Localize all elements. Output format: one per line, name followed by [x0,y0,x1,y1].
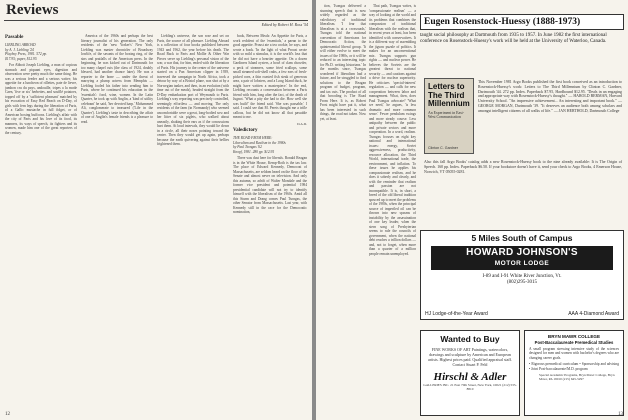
section-title: Reviews [6,2,59,18]
book-title: THE ROAD FROM HERE: [233,136,273,140]
review-body: There was dust here for liberals. Ronald Reagan is in the White House, Kemp-Roth is the tax law. The place of Edward Kennedy, Democrat of Massachusetts, are seldom heard on the floor of the Senate and almost never on television. And only this autumn, so adrift of Walter Mondale and the former vice president and potential 1984 presidential candidate will not try to identify himself with the liberalism of the 1960s. Amid all this Sturm and Drang comes Paul Tsongas, the other Senator from Massachusetts. Last year, with Kennedy still in the race for the Democratic nomination, [233,156,307,214]
ad-howard-johnsons [420,230,624,320]
review-signature: D.A.D. [297,121,307,126]
hirschl-adler-logo: Hirschl & Adler [433,371,507,383]
ad-order-info: Also this fall Argo Books' catalog adds a new Rosenstock-Huessy book to the nine already available: It is The Origin of Speech. 160 pp. Index. Paperback $6.50. If your bookstore doesn't have it, send your check to Argo Books, 4 Emerson House, Norwich, VT 05055-0281. [424,160,622,174]
edited-by: Edited by Robert H. Ross '54 [261,22,308,27]
ad-title: Eugen Rosenstock-Huessy (1888-1973) [420,14,624,30]
ad-bryn-mawr [524,330,624,416]
ad-contact: Special Academic Programs, Bryn Mawr College, Bryn Mawr, PA 19010 (215) 645-5297 [539,373,615,382]
book-author: by Paul Tsongas '62 [233,145,262,149]
book-cover-author: Clinton C. Gardner [428,146,458,150]
ad-bullets: • Rigorous premedical curriculum • Sponsorship and advising • Joint Post-baccalaureate/M.D. program [529,362,619,371]
review-column-1 [5,34,77,410]
review-body: For Abbott Joseph Liebling, a man of copious stomach and piquant eyes, digestion and observation were pretty much the same thing. He was a serious feeder and a serious writer; his appetite for a luncheon of rillettes, pate de lievre, jambon cru du pays, andouille, tripes a la mode Caen, 'five or six' herbettes, and soufflé potatoes, topped off by a 'sufficient pheasant' matched by his evocation of Easy Red Beach on D-Day, of girls with fern legs during the liberation of Paris, of a Gallic mustache in full fidget, or of American boxing buffoons. Liebling's affair with the city of Paris and his love of its food, its manners, its ways of speech, its fighters and its women, made him one of the great reporters of the century. [5,63,77,135]
howard-johnsons-logo [431,246,613,270]
gallery-address: GALLERIES INC. 21 East 70th Street, New York, 10021 (212) 535-8810 [423,383,517,391]
book-subtitle: Liberalism and Realism in the 1980s [233,140,286,145]
ad-address: I-89 and I-91 White River Junction, Vt. [482,274,562,279]
page-number: 13 [618,412,623,417]
ad-body: FINE WORKS OF ART Paintings, watercolors, drawings and sculpture by American and European artists. Highest prices paid. Qualified appraisal staff. Contact Stuart P. Feld [427,347,512,367]
left-page [0,0,312,420]
logo-line-2: MOTOR LODGE [494,260,550,267]
book-cover-subtitle: An Experiment in East-West Communication [428,110,464,119]
logo-line-1: HOWARD JOHNSON'S [466,247,578,258]
ad-wanted-to-buy [420,330,520,416]
review-column-5 [320,4,366,414]
review-heading-passable: Passable [5,35,24,40]
book-title: LIEBLING ABROAD [5,43,36,47]
review-column-3 [157,34,229,410]
book-cover-image [424,78,474,154]
ad-rosenstock-huessy [420,14,624,220]
book-publisher: Knopf, 1981. 280 pp. $12.95 [233,149,275,154]
book-author: by A. J. Liebling '24 [5,47,34,52]
book-cover-title: Letters to The Third Millennium [428,82,470,108]
award-right: AAA 4-Diamond Award [568,311,619,317]
ad-awards [425,311,619,317]
review-heading-valedictory: Valedictory [233,128,258,133]
review-column-6 [369,4,416,414]
ad-title: Wanted to Buy [440,334,500,344]
ad-body: A small program stressing intensive study of the sciences designed for men and women with bachelor's degrees who are changing career goals. [529,347,619,360]
right-page [316,0,628,420]
award-left: HJ Lodge-of-the-Year Award [425,311,488,317]
ad-intro: taught social philosophy at Dartmouth from 1935 to 1957. In June 1982 the first international conference on Rosenstock-Huessy's work will be held at the University of Waterloo, Canada. [420,33,607,44]
page-number: 12 [5,412,10,417]
review-column-2 [81,34,153,410]
ad-subtitle: Post-Baccalaureate Premedical Studies [534,340,614,345]
review-body: tion, Tsongas delivered a stunning speech that is now widely regarded as the valedictory of traditional liberalism. 'I fear that liberalism is at a crossroads,' Tsongas told the national convention of Americans for Democratic Action, the quintessential liberal group. 'It will either evolve to meet the issues of the 1980s, or it will be reduced to an interesting topic for Ph.D. writing historians.' In the months since, Tsongas wondered if liberalism had a future, and he struggled to find solutions to the Reagan program of budget, program, and tax cuts. The product of all that brooding is The Road From Here. It is, as Robert Frost might have put it, what has been interested in such things, the road not taken. Now yet, at least. [320,4,366,121]
ad-blurb: This November 1981 Argo Books published the first book conceived as an introduction to Rosenstock-Huessy's work: Letters to The Third Millennium by Clinton C. Gardner, Dartmouth '44. 272 pp. Index. Paperback $7.95, Hardbound $12.95. "Deals in an engaging and appropriate way with Rosenstock-Huessy's thought." — HAROLD BERMAN, Harvard University School. "An impressive achievement... An interesting and important book." — GEORGE MORGAN, Dartmouth '39. "It deserves an audience both among scholars and amongst intelligent citizens of all walks of life." — JAN HERTHOLD, Dartmouth College [478,80,622,113]
review-body: America of the 1960s and perhaps the best literary journalist of his generation. The only residents of the 'new Yorker's' New York, Liebling was master chronicler of Broadway lowlife, of the savants of the boxing ring, of the sins and pratfalls of the American press. In the beginning, he was kicked out of Dartmouth for too many chapel cuts (the class of 1924, doubly blessed, had another chance later). He was a reporter to the bone — under the threat of marrying a plump actress from Memphis — Liebling fooled his father into sending him to Paris, where he continued his education in the 'essentials': food, wine, women. In the Latin Quarter, he took up with Anglin, a 'kind of utility celebrant' he said, 'her devoted harp.' Mohammed Ali, conglomerate to treasured ('Life in the Quarter'). Liebling's taste in describing the affair of one of Anglin's female friends is a pleasure to read. [81,34,153,124]
review-body: That path, Tsongas writes, is 'compassionate realism' — a way of looking at the world and its problems that combines the compassion of traditional liberalism with the realism that, in recent years at least, has been identified with conservatives. It is a different way of assembling the jigsaw puzzle of politics. It makes for an unconventional mix. Tsongas supports gun rights — and nuclear power. He believes the Soviets are the greatest threat to national security — and cautions against a drive for nuclear superiority. He criticizes 'special-interest' regulation — and calls for new cooperation between labor and management. What, then, does Paul Tsongas advocate? 'What we need,' he argues, 'is less dramatic and more common sense.' Fewer pendulum swings and more steady course. Less antipathy between the public and private sectors and more cooperation. In a word, realism. Tsongas focuses on eight key national and international issues: energy, Soviet aggressiveness, productivity, resource allocation, the Third World, international trade, the environment, and inflation. To these issues he applies his compassionate realism, and he does it soberly and clearly, and with the reminder that realism and passion are not incompatible. It is, in short, a breed of the old liberal tradition spruced up to meet the problems of the 1980s, when the principal source of imperiled oil can be thrown into new spasms of instability by the assassination of one key leader, when the stern song of Presbyterian seems to rule the councils of government, when the national debt reaches a trillion dollars — and, not to forget, when more than a quarter of a million people remain unemployed. [369,4,416,256]
review-body: Liebling's universe, the son rose and set on Paris, the source of all pleasure. Liebling Abroad is a collection of four books published between 1943 and 1962, the year before his death. The Road Back to Paris and Mollie & Other War Pieces serve up Liebling's personal vision of the war, a war that, for him, ended with the liberation of Paris. His journey to the center of the universe started on a Pan American clipper in 1939, traversed the campaign in North Africa, took a detour by way of a Bristol plane, was shot at by a Norwegian tanker, and then, in an evolution (with time out of the meals), headed straight from the D-Day embarkation port of Weymouth to Paris. Liebling's way reporting was precisely controlled, seemingly effortless — and moving. The only residents of the farm (in Normandy) who seemed uncomfortable were a great, long-bodied sow and her litter of six piglets, who walked about uneasily, shaking their ears as if the concussions hurt them. At loud intervals, they would lie down in a circle, all their noses pointing toward the center. Then they would get up again, perhaps because the earth quivering against their bellies frightened them. [157,34,229,146]
review-column-4 [233,34,307,410]
review-body: book, Between Meals: An Appetite for Paris, a work redolent of the 'essentials,' a paean to the good appetite. Proust ate a tea cookie, he says, and wrote a book. 'In the light of what Proust wrote with so mild a stimulus, it is the world's loss that he did not have a heartier appetite. On a dozen Gardiners Island oysters, a bowl of clam chowder, a peck of steamers, some fried scallops, some small steamed soft-shell crabs, a few ears of fresh-picked corn, a thin roasted fish steak of generous area, a pair of lobsters, and a Long Island duck, he might have written a masterpiece.' In the end, Liebling recounts a conversation between a Paris friend with him, long after the fact, of the death of Jugnot. 'What a pity she had to die. How well she was built!' the friend said. 'She was passable,' I said. I could see that M. Perets thought me a trifle callous, but he did not know all that passable meant to me. [233,34,307,119]
ad-phone: (802)295-3015 [507,280,537,285]
book-publisher: Playboy Press, 1981. 572 pp. [5,52,48,56]
ad-title: BRYN MAWR COLLEGE [547,334,601,339]
ad-headline: 5 Miles South of Campus [471,233,573,243]
book-price: $17.95; paper, $12.95 [5,56,37,61]
header-rule [4,20,308,21]
